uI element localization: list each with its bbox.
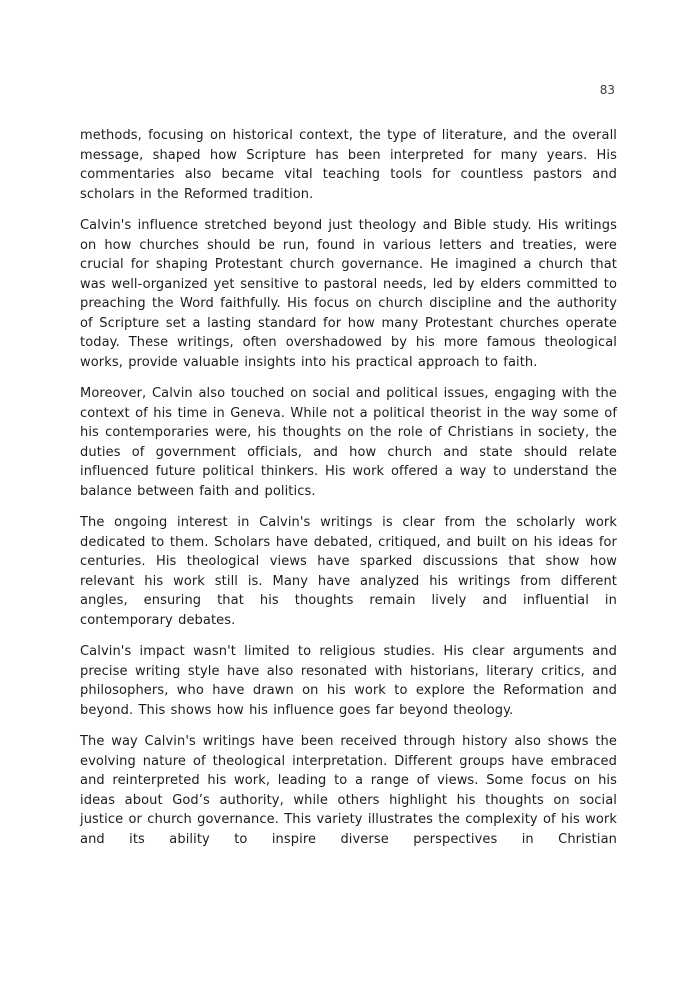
body-paragraph: The way Calvin's writings have been received through history also shows the evolving nature of theological interpretation. Different groups have embraced and reinterpreted his work, leading to a range of views. Some focus on his ideas about God’s authority, while others highlight his thoughts on social justice or church governance. This variety illustrates the complexity of his work and its ability to inspire diverse perspectives in Christian	[80, 734, 617, 847]
body-paragraph: The ongoing interest in Calvin's writings is clear from the scholarly work dedicated to them. Scholars have debated, critiqued, and built on his ideas for centuries. His theological views have sparked discussions that show how relevant his work still is. Many have analyzed his writings from different angles, ensuring that his thoughts remain lively and influential in contemporary debates.	[80, 515, 617, 628]
body-paragraph: Moreover, Calvin also touched on social and political issues, engaging with the context of his time in Geneva. While not a political theorist in the way some of his contemporaries were, his thoughts on the role of Christians in society, the duties of government officials, and how church and state should relate influenced future political thinkers. His work offered a way to understand the balance between faith and politics.	[80, 386, 617, 499]
body-paragraph: methods, focusing on historical context, the type of literature, and the overall message, shaped how Scripture has been interpreted for many years. His commentaries also became vital teaching tools for countless pastors and scholars in the Reformed tradition.	[80, 128, 617, 202]
body-paragraph: Calvin's impact wasn't limited to religious studies. His clear arguments and precise writing style have also resonated with historians, literary critics, and philosophers, who have drawn on his work to explore the Reformation and beyond. This shows how his influence goes far beyond theology.	[80, 644, 617, 718]
body-paragraph: Calvin's influence stretched beyond just theology and Bible study. His writings on how churches should be run, found in various letters and treaties, were crucial for shaping Protestant church governance. He imagined a church that was well-organized yet sensitive to pastoral needs, led by elders committed to preaching the Word faithfully. His focus on church discipline and the authority of Scripture set a lasting standard for how many Protestant churches operate today. These writings, often overshadowed by his more famous theological works, provide valuable insights into his practical approach to faith.	[80, 218, 617, 370]
page-number: 83	[599, 83, 615, 97]
page-body	[80, 126, 617, 849]
